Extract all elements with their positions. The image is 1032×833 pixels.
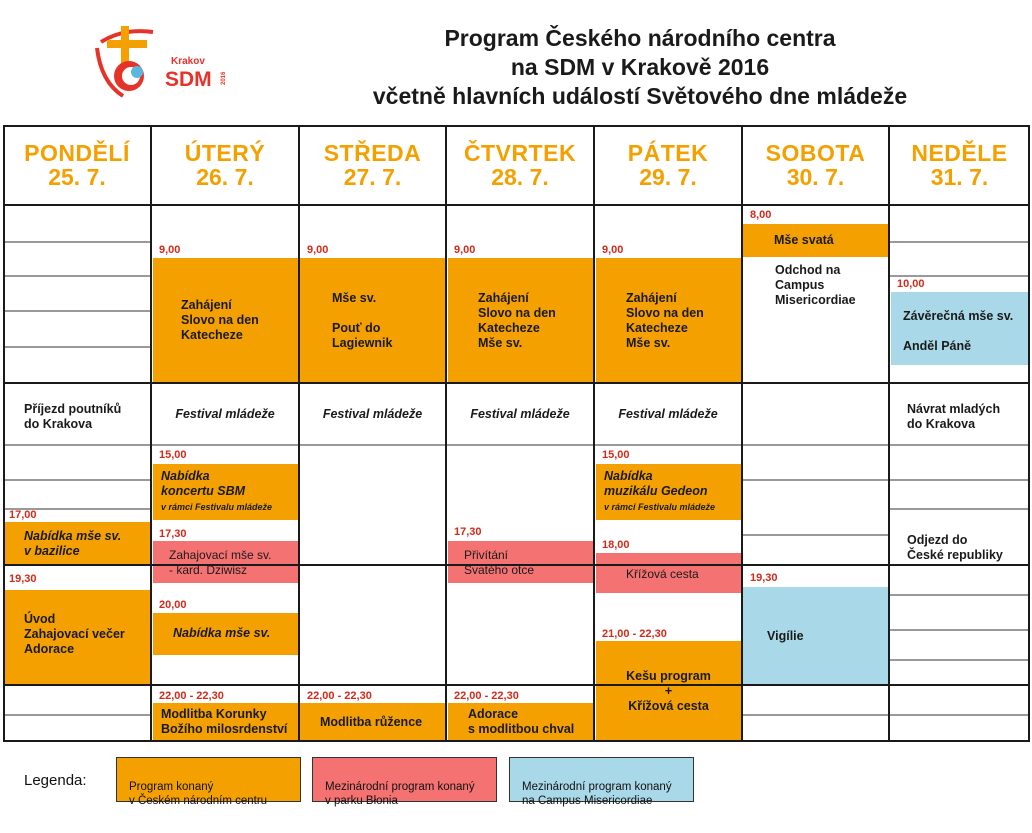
mon-arrival-text: Příjezd poutníků do Krakova — [24, 402, 122, 431]
schedule-grid — [3, 125, 1030, 742]
sat-vigil-text: Vigílie — [767, 629, 804, 643]
mon-mass-text: Nabídka mše sv. v bazilice — [24, 529, 122, 558]
time-label: 22,00 - 22,30 — [159, 690, 224, 702]
time-label: 22,00 - 22,30 — [307, 690, 372, 702]
fri-kesu-text: Kešu program + Křížová cesta — [626, 669, 711, 713]
logo-graphic — [93, 22, 243, 107]
sun-return-text: Návrat mladých do Krakova — [907, 402, 1001, 431]
wed-morning-text: Mše sv. Pouť do Lagiewnik — [332, 291, 393, 350]
day-name: ČTVRTEK — [463, 140, 577, 166]
time-label: 17,00 — [9, 509, 37, 521]
tue-prayer-text: Modlitba Korunky Božího milosrdenství — [161, 707, 288, 736]
day-date: 28. 7. — [491, 164, 549, 190]
day-date: 30. 7. — [786, 164, 845, 190]
sun-final-mass-text: Závěrečná mše sv. Anděl Páně — [903, 309, 1014, 353]
day-date: 27. 7. — [343, 164, 402, 190]
legend-red — [312, 757, 497, 807]
time-label: 9,00 — [307, 244, 329, 256]
legend-orange-text: Program konaný v Českém národním centru — [129, 781, 268, 807]
sdm-logo — [93, 22, 243, 107]
time-label: 15,00 — [159, 449, 187, 461]
day-header-friday — [594, 125, 742, 205]
time-label: 17,30 — [454, 526, 482, 538]
wed-prayer-text: Modlitba růžence — [320, 715, 423, 729]
svg-text:SDM: SDM — [165, 68, 212, 91]
sat-mass-text: Mše svatá — [774, 233, 834, 247]
legend-blue — [509, 757, 694, 807]
time-label: 17,30 — [159, 528, 187, 540]
time-label: 22,00 - 22,30 — [454, 690, 519, 702]
fri-musical-note: v rámci Festivalu mládeže — [604, 502, 716, 512]
time-label: 20,00 — [159, 599, 187, 611]
sat-departure-text: Odchod na Campus Misericordiae — [775, 263, 856, 307]
tue-concert-text: Nabídka koncertu SBM — [161, 469, 246, 498]
title-line-3: včetně hlavních událostí Světového dne mládeže — [372, 83, 908, 109]
fri-morning-text: Zahájení Slovo na den Katecheze Mše sv. — [626, 291, 704, 350]
day-name: SOBOTA — [765, 140, 866, 166]
day-date: 26. 7. — [196, 164, 254, 190]
time-label: 9,00 — [159, 244, 181, 256]
tue-morning-text: Zahájení Slovo na den Katecheze — [181, 298, 259, 342]
wed-festival-text: Festival mládeže — [322, 407, 423, 421]
day-name: PONDĚLÍ — [24, 140, 130, 166]
day-header-saturday — [742, 125, 889, 205]
tue-opening-mass-text: Zahajovací mše sv. - kard. Dziwisz — [169, 548, 272, 577]
grid-lines — [3, 125, 1030, 742]
day-header-monday — [3, 125, 151, 205]
day-name: PÁTEK — [627, 140, 709, 166]
thu-morning-text: Zahájení Slovo na den Katecheze Mše sv. — [478, 291, 556, 350]
page-title — [300, 24, 980, 111]
day-header-wednesday — [299, 125, 446, 205]
day-header-sunday — [889, 125, 1030, 205]
time-label: 19,30 — [9, 573, 37, 585]
mon-opening-text: Úvod Zahajovací večer Adorace — [24, 612, 125, 656]
day-header-tuesday — [151, 125, 299, 205]
legend-label: Legenda: — [24, 772, 87, 789]
fri-way-cross-text: Křížová cesta — [626, 567, 699, 581]
day-name: STŘEDA — [323, 140, 422, 166]
time-label: 10,00 — [897, 278, 925, 290]
fri-musical-text: Nabídka muzikálu Gedeon — [604, 469, 708, 498]
sun-departure-text: Odjezd do České republiky — [907, 533, 1003, 562]
time-label: 19,30 — [750, 572, 778, 584]
thu-festival-text: Festival mládeže — [470, 407, 570, 421]
day-date: 25. 7. — [48, 164, 106, 190]
day-header-thursday — [446, 125, 594, 205]
time-label: 15,00 — [602, 449, 630, 461]
day-date: 29. 7. — [639, 164, 697, 190]
time-label: 21,00 - 22,30 — [602, 628, 667, 640]
legend-blue-text: Mezinárodní program konaný na Campus Misericordiae — [522, 781, 672, 807]
thu-welcome-text: Přivítání Svatého otce — [464, 548, 535, 577]
tue-festival-text: Festival mládeže — [175, 407, 275, 421]
legend-red-text: Mezinárodní program konaný v parku Błonia — [325, 781, 475, 807]
time-label: 18,00 — [602, 539, 630, 551]
svg-text:Krakov: Krakov — [171, 56, 205, 67]
thu-adoration-text: Adorace s modlitbou chval — [468, 707, 575, 736]
tue-mass-text: Nabídka mše sv. — [173, 626, 271, 640]
day-date: 31. 7. — [930, 164, 989, 190]
svg-text:2016: 2016 — [221, 71, 227, 85]
day-name: NEDĚLE — [911, 140, 1008, 166]
time-label: 9,00 — [602, 244, 624, 256]
day-name: ÚTERÝ — [184, 140, 266, 166]
time-label: 8,00 — [750, 209, 772, 221]
tue-concert-note: v rámci Festivalu mládeže — [161, 502, 273, 512]
time-label: 9,00 — [454, 244, 476, 256]
title-line-1: Program Českého národního centra — [444, 25, 836, 51]
legend-orange — [116, 757, 301, 807]
fri-festival-text: Festival mládeže — [618, 407, 718, 421]
title-line-2: na SDM v Krakově 2016 — [510, 54, 770, 80]
